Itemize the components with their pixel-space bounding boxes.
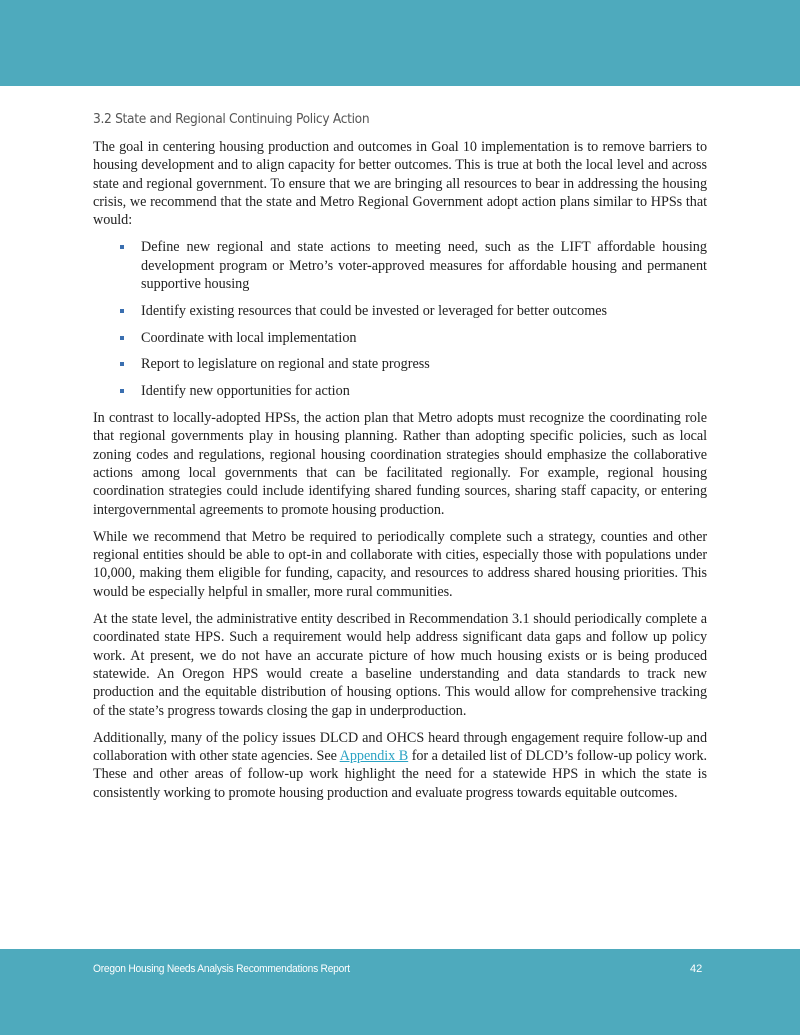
square-bullet-icon — [120, 245, 124, 249]
action-plan-list — [93, 238, 707, 400]
list-item-text: Report to legislature on regional and state progress — [141, 356, 430, 373]
page-content — [93, 110, 707, 811]
square-bullet-icon — [120, 389, 124, 393]
paragraph-metro-strategy: While we recommend that Metro be required to periodically complete such a strategy, counties and other regional entities should be able to opt-in and collaborate with cities, especially those with populations under 10,000, making them eligible for funding, capacity, and resources to address shared housing priorities. This would be especially helpful in smaller, more rural communities. — [93, 528, 707, 600]
list-item — [93, 355, 707, 373]
header-band — [0, 0, 800, 86]
paragraph-state-hps: At the state level, the administrative entity described in Recommendation 3.1 should periodically complete a coordinated state HPS. Such a requirement would help address significant data gaps and follow up policy work. At present, we do not have an accurate picture of how much housing exists or is being produced statewide. An Oregon HPS would create a baseline understanding and data standards to track new production and the equitable distribution of housing options. This would allow for comprehensive tracking of the state’s progress towards closing the gap in underproduction. — [93, 611, 707, 719]
page-number: 42 — [690, 963, 703, 975]
paragraph-text-after-link: for a detailed list of DLCD’s follow-up policy work. These and other areas of follow-up work highlight the need for a statewide HPS in which the state is consistently working to promote housing production and evaluate progress towards equitable outcomes. — [93, 748, 708, 801]
intro-paragraph: The goal in centering housing production and outcomes in Goal 10 implementation is to remove barriers to housing development and to align capacity for better outcomes. This is true at both the local level and across state and regional government. To ensure that we are bringing all resources to bear in addressing the housing crisis, we recommend that the state and Metro Regional Government adopt action plans similar to HPSs that would: — [93, 139, 707, 229]
square-bullet-icon — [120, 309, 124, 313]
square-bullet-icon — [120, 362, 124, 366]
list-item-text: Coordinate with local implementation — [141, 329, 357, 346]
footer-band — [0, 949, 800, 1035]
square-bullet-icon — [120, 336, 124, 340]
list-item — [93, 382, 707, 400]
list-item — [93, 238, 707, 293]
paragraph-text-before-link: Additionally, many of the policy issues DLCD and OHCS heard through engagement require follow-up and collaboration with other state agencies. See — [93, 729, 707, 765]
list-item-text: Identify new opportunities for action — [141, 383, 350, 400]
appendix-b-link[interactable]: Appendix B — [339, 748, 409, 765]
list-item — [93, 302, 707, 320]
list-item-text: Define new regional and state actions to meeting need, such as the LIFT affordable housing development program or Metro’s voter-approved measures for affordable housing and permanent supportive housing — [141, 239, 707, 293]
footer-report-title: Oregon Housing Needs Analysis Recommendations Report — [93, 963, 350, 975]
list-item — [93, 329, 707, 347]
list-item-text: Identify existing resources that could be invested or leveraged for better outcomes — [141, 302, 608, 319]
paragraph-follow-up — [93, 729, 707, 802]
paragraph-regional-coordination: In contrast to locally-adopted HPSs, the action plan that Metro adopts must recognize the coordinating role that regional governments play in housing planning. Rather than adopting specific policies, such as local zoning codes and regulations, regional housing coordination strategies should emphasize the collaborative actions among local governments that can be facilitated regionally. For example, regional housing coordination strategies could include identifying shared funding sources, sharing staff capacity, or entering intergovernmental agreements to promote housing production. — [93, 410, 707, 518]
section-heading: 3.2 State and Regional Continuing Policy Action — [93, 112, 370, 127]
